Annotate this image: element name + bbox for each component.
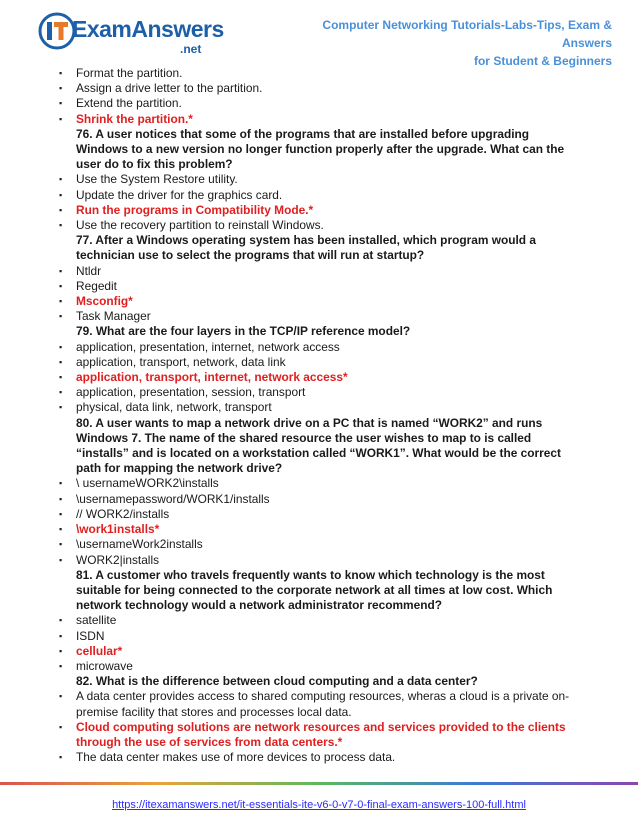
bullet-icon: ▪ (59, 265, 63, 276)
option-item (60, 355, 572, 370)
option-text: application, transport, network, data link (76, 354, 286, 369)
bullet-icon: ▪ (59, 539, 63, 550)
option-text: Extend the partition. (76, 96, 182, 111)
option-item (60, 629, 572, 644)
option-item (60, 659, 572, 674)
option-text: Use the System Restore utility. (76, 172, 238, 187)
footer-link[interactable]: https://itexamanswers.net/it-essentials-ite-v6-0-v7-0-final-exam-answers-100-full.html (112, 799, 526, 811)
option-text: WORK2|installs (76, 552, 160, 567)
bullet-icon: ▪ (59, 189, 63, 200)
bullet-icon: ▪ (59, 524, 63, 535)
option-item (60, 507, 572, 522)
bullet-icon: ▪ (59, 341, 63, 352)
option-text: Ntldr (76, 263, 102, 278)
option-text: Update the driver for the graphics card. (76, 187, 283, 202)
option-text: application, transport, internet, network access* (76, 370, 348, 385)
logo-suffix: .net (180, 42, 202, 56)
option-item (60, 613, 572, 628)
bullet-icon: ▪ (59, 554, 63, 565)
bullet-icon: ▪ (59, 387, 63, 398)
option-text: satellite (76, 613, 117, 628)
logo-text: ExamAnswers (72, 16, 224, 42)
bullet-icon: ▪ (59, 478, 63, 489)
bullet-icon: ▪ (59, 691, 63, 702)
option-item (60, 537, 572, 552)
page-header (0, 0, 638, 68)
option-text: Cloud computing solutions are network resources and services provided to the clients through the use of services from data centers.* (76, 719, 566, 749)
option-text: microwave (76, 658, 133, 673)
option-text: Run the programs in Compatibility Mode.* (76, 202, 314, 217)
question-text: 80. A user wants to map a network drive on a PC that is named “WORK2” and runs Windows 7. The name of the shared resource the user wishes to map to is called “installs” and is located on a workstation called “WORK1”. What would be the correct path for mapping the network drive? (76, 415, 561, 476)
option-text: The data center makes use of more devices to process data. (76, 750, 396, 765)
bullet-icon: ▪ (59, 752, 63, 763)
site-tagline (272, 16, 612, 70)
bullet-icon: ▪ (59, 356, 63, 367)
bullet-icon: ▪ (59, 311, 63, 322)
bullet-icon: ▪ (59, 280, 63, 291)
it-logo-icon (38, 12, 76, 50)
option-item (60, 218, 572, 233)
bullet-icon: ▪ (59, 98, 63, 109)
site-logo[interactable] (38, 12, 224, 58)
option-text: Use the recovery partition to reinstall Windows. (76, 218, 324, 233)
option-item (60, 264, 572, 279)
option-text: Task Manager (76, 309, 151, 324)
tagline-line-1: Computer Networking Tutorials-Labs-Tips, Exam & Answers (322, 18, 612, 50)
bullet-icon: ▪ (59, 68, 63, 78)
question-text: 82. What is the difference between cloud computing and a data center? (76, 674, 478, 689)
bullet-icon: ▪ (59, 296, 63, 307)
bullet-icon: ▪ (59, 402, 63, 413)
option-item (60, 385, 572, 400)
option-item (60, 66, 572, 81)
option-text: application, presentation, internet, network access (76, 339, 340, 354)
option-text: ISDN (76, 628, 105, 643)
bullet-icon: ▪ (59, 83, 63, 94)
bullet-icon: ▪ (59, 721, 63, 732)
bullet-icon: ▪ (59, 493, 63, 504)
bullet-icon: ▪ (59, 615, 63, 626)
question-text: 81. A customer who travels frequently wants to know which technology is the most suitable for being connected to the corporate network at all times at low cost. Which network technology would a network administrator recommend? (76, 567, 553, 613)
correct-answer-item (60, 720, 572, 750)
option-text: \ usernameWORK2\installs (76, 476, 219, 491)
correct-answer-item (60, 644, 572, 659)
option-text: cellular* (76, 643, 123, 658)
bullet-icon: ▪ (59, 204, 63, 215)
tagline-line-2: for Student & Beginners (473, 54, 612, 68)
option-item (60, 492, 572, 507)
option-item (60, 188, 572, 203)
option-text: A data center provides access to shared computing resources, wheras a cloud is a private on-premise facility that stores and processes local data. (76, 689, 570, 719)
correct-answer-item (60, 370, 572, 385)
option-text: Msconfig* (76, 294, 133, 309)
option-text: Shrink the partition.* (76, 111, 193, 126)
option-text: \usernameWork2installs (76, 537, 203, 552)
correct-answer-item (60, 522, 572, 537)
option-item (60, 340, 572, 355)
bullet-icon: ▪ (59, 220, 63, 231)
option-text: \usernamepassword/WORK1/installs (76, 491, 270, 506)
question-text: 76. A user notices that some of the programs that are installed before upgrading Windows to a new version no longer function properly after the upgrade. What can the user do to fix this problem? (76, 126, 565, 172)
option-item (60, 279, 572, 294)
option-item (60, 553, 572, 568)
footer-divider (0, 782, 638, 785)
correct-answer-item (60, 294, 572, 309)
option-text: Assign a drive letter to the partition. (76, 81, 263, 96)
question-text: 77. After a Windows operating system has been installed, which program would a technician use to select the programs that will run at startup? (76, 233, 536, 263)
option-item (60, 476, 572, 491)
bullet-icon: ▪ (59, 630, 63, 641)
option-item (60, 400, 572, 415)
bullet-icon: ▪ (59, 372, 63, 383)
option-item (60, 172, 572, 187)
option-text: physical, data link, network, transport (76, 400, 272, 415)
option-text: \work1installs* (76, 522, 160, 537)
correct-answer-item (60, 112, 572, 127)
option-item (60, 309, 572, 324)
option-text: application, presentation, session, transport (76, 385, 306, 400)
option-item (60, 750, 572, 765)
bullet-icon: ▪ (59, 508, 63, 519)
bullet-icon: ▪ (59, 113, 63, 124)
option-item (60, 689, 572, 719)
bullet-icon: ▪ (59, 645, 63, 656)
bullet-icon: ▪ (59, 660, 63, 671)
question-text: 79. What are the four layers in the TCP/IP reference model? (76, 324, 411, 339)
option-item (60, 96, 572, 111)
option-text: Format the partition. (76, 66, 183, 80)
option-text: Regedit (76, 278, 117, 293)
option-text: // WORK2/installs (76, 506, 170, 521)
bullet-icon: ▪ (59, 174, 63, 185)
option-item (60, 81, 572, 96)
document-body (60, 66, 572, 765)
correct-answer-item (60, 203, 572, 218)
